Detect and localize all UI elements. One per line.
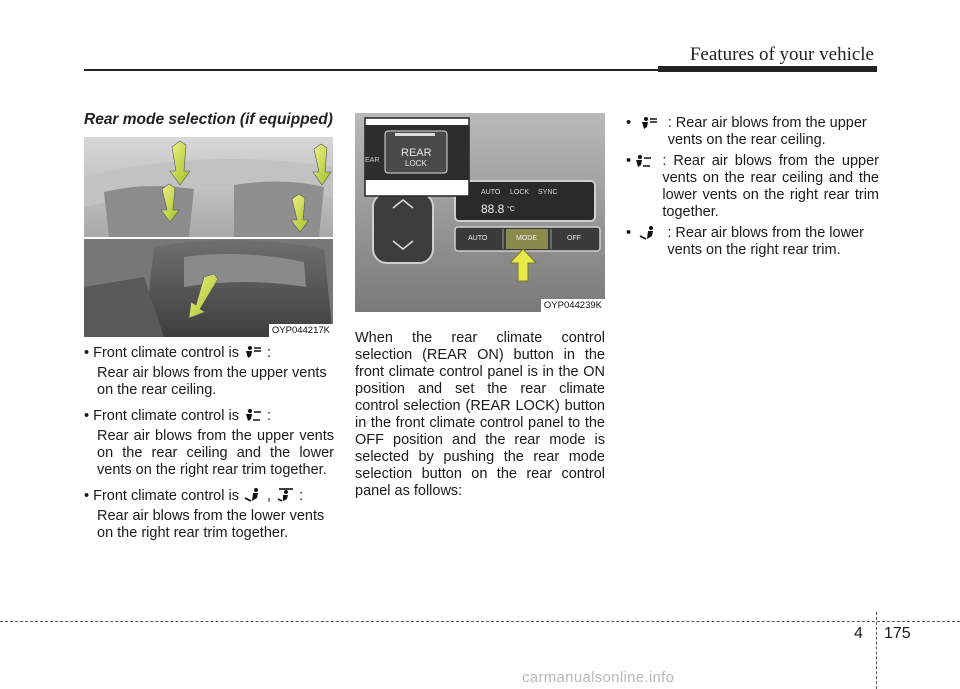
header-rule — [84, 69, 658, 71]
floor-defrost-vent-icon — [275, 488, 295, 502]
list-item: • : Rear air blows from the lower vents on the right rear trim. — [626, 225, 879, 259]
panel-temp-unit: °C — [507, 206, 515, 213]
footer-rule — [0, 621, 960, 622]
face-vent-icon — [638, 116, 660, 130]
figure-code-left: OYP044217K — [269, 324, 333, 337]
footer-divider — [876, 612, 878, 689]
chapter-number: 4 — [854, 625, 863, 642]
panel-sync-indicator: SYNC — [538, 189, 558, 196]
list-item-desc: Rear air blows from the upper vents on the rear ceiling. — [97, 365, 327, 398]
list-item: • : Rear air blows from the upper vents on the rear ceiling and the lower vents on the right rear trim together. — [626, 153, 879, 220]
watermark: carmanualsonline.info — [522, 669, 675, 686]
panel-auto-indicator: AUTO — [481, 189, 501, 196]
bi-level-vent-icon — [243, 408, 263, 422]
list-item: • Front climate control is , : Rear air blows from the lower vents on the right rear trim together. — [84, 488, 334, 542]
panel-off-button[interactable]: OFF — [567, 235, 581, 242]
climate-panel-figure — [355, 113, 605, 312]
panel-ear-label: EAR — [365, 157, 380, 164]
floor-vent-icon — [637, 226, 659, 240]
list-item-desc: Rear air blows from the lower vents on the right rear trim together. — [97, 508, 325, 541]
panel-mode-button[interactable]: MODE — [516, 235, 537, 242]
face-vent-icon — [243, 345, 263, 359]
panel-rear-label: REAR — [401, 147, 432, 159]
list-item-text: : Rear air blows from the upper vents on the rear ceiling. — [667, 115, 867, 148]
figure-code-right: OYP044239K — [541, 299, 605, 312]
list-item: • Front climate control is : Rear air blows from the upper vents on the rear ceiling and the lower vents on the right rear trim together. — [84, 408, 334, 478]
page-number: 175 — [884, 625, 911, 642]
list-item: • Front climate control is : Rear air blows from the upper vents on the rear ceiling. — [84, 345, 334, 399]
list-item-text: : Rear air blows from the upper vents on the rear ceiling and the lower vents on the right rear trim together. — [662, 153, 879, 220]
panel-auto-button[interactable]: AUTO — [468, 235, 488, 242]
left-list — [84, 345, 334, 542]
header-rule-thick — [658, 66, 877, 72]
panel-lock-indicator: LOCK — [510, 189, 530, 196]
floor-vent-icon — [243, 488, 263, 502]
right-list — [626, 115, 879, 259]
panel-lock-label: LOCK — [405, 159, 427, 168]
list-item: • : Rear air blows from the upper vents on the rear ceiling. — [626, 115, 879, 149]
section-title: Rear mode selection (if equipped) — [84, 111, 333, 128]
list-item-desc: Rear air blows from the upper vents on the rear ceiling and the lower vents on the right rear trim together. — [97, 428, 334, 478]
rear-cabin-figure — [84, 137, 333, 337]
rear-cabin-illustration — [84, 137, 333, 337]
header-title: Features of your vehicle — [689, 44, 874, 65]
bi-level-vent-icon — [632, 154, 654, 168]
panel-temp-display: 88.8 — [481, 202, 505, 216]
list-item-text: : Rear air blows from the lower vents on the right rear trim. — [667, 225, 864, 258]
climate-panel-illustration — [355, 113, 605, 312]
rear-mode-paragraph: When the rear climate control selection (REAR ON) button in the front climate control panel is in the ON position and set the rear climate control selection (REAR LOCK) button in the front climate control panel to the OFF position and the rear mode is selected by pushing the rear mode selection button on the rear control panel as follows: — [355, 330, 605, 499]
